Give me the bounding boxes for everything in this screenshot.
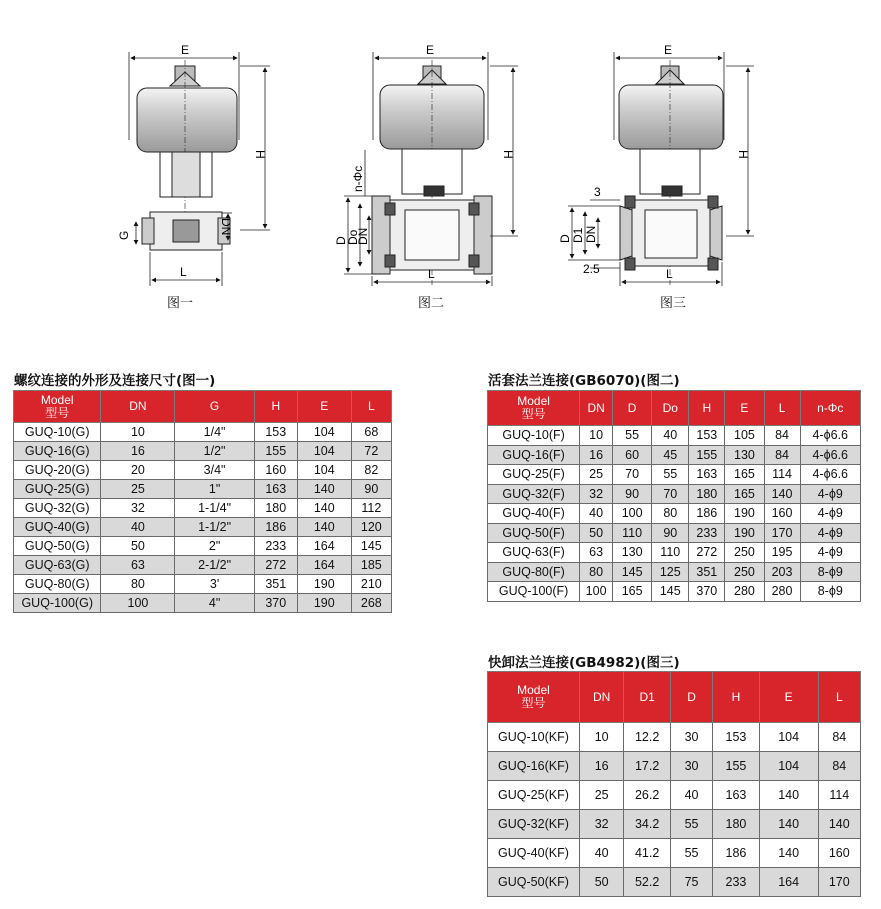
table-row [488, 810, 861, 839]
table-row [14, 461, 392, 480]
table-cell: 160 [818, 839, 860, 868]
fig3-dim-d: D [558, 234, 572, 243]
table-cell: 50 [101, 537, 175, 556]
table-cell: 153 [254, 423, 297, 442]
table-cell: 90 [613, 484, 652, 504]
table-cell: 160 [254, 461, 297, 480]
table-cell: 68 [351, 423, 391, 442]
table-cell: GUQ-10(KF) [488, 723, 580, 752]
table-header-row [488, 391, 861, 426]
table-cell: 104 [297, 442, 351, 461]
table-cell: 17.2 [624, 752, 670, 781]
table-cell: 50 [579, 868, 623, 897]
table-cell: 4-ϕ9 [800, 523, 860, 543]
table-cell: 180 [254, 499, 297, 518]
table-cell: 84 [818, 723, 860, 752]
technical-drawings [0, 0, 881, 320]
table-cell: 186 [713, 839, 759, 868]
figure-1-drawing [129, 52, 270, 286]
table-cell: 50 [580, 523, 613, 543]
table-cell: GUQ-80(F) [488, 562, 580, 582]
table-cell: 34.2 [624, 810, 670, 839]
column-header: DN [579, 672, 623, 723]
table-cell: 164 [297, 556, 351, 575]
table-cell: 4" [175, 594, 254, 613]
table-cell: 45 [652, 445, 689, 465]
table-cell: GUQ-80(G) [14, 575, 101, 594]
table-cell: 30 [670, 752, 712, 781]
table-cell: 153 [713, 723, 759, 752]
column-header: Model 型号 [488, 672, 580, 723]
table-cell: 55 [652, 465, 689, 485]
column-header: G [175, 391, 254, 423]
table-cell: 233 [713, 868, 759, 897]
column-header: L [764, 391, 800, 426]
fig3-dim-e: E [664, 43, 673, 57]
table-cell: GUQ-25(G) [14, 480, 101, 499]
table-cell: GUQ-10(F) [488, 426, 580, 446]
table-header-row [14, 391, 392, 423]
table-cell: 160 [764, 504, 800, 524]
table-cell: 155 [689, 445, 725, 465]
table-cell: 12.2 [624, 723, 670, 752]
table-row [14, 594, 392, 613]
table-cell: 4-ϕ6.6 [800, 445, 860, 465]
table-cell: 30 [670, 723, 712, 752]
table-cell: 145 [652, 582, 689, 602]
table-cell: GUQ-50(G) [14, 537, 101, 556]
column-header: L [351, 391, 391, 423]
table-cell: 25 [580, 465, 613, 485]
fig3-dim-dn: DN [584, 225, 598, 243]
quick-table [487, 671, 861, 897]
table-cell: 140 [297, 499, 351, 518]
table-cell: 10 [101, 423, 175, 442]
column-header: DN [101, 391, 175, 423]
column-header: H [689, 391, 725, 426]
table-cell: 16 [579, 752, 623, 781]
table-cell: 165 [725, 484, 764, 504]
table-cell: 32 [579, 810, 623, 839]
table-cell: 104 [297, 423, 351, 442]
table-row [14, 442, 392, 461]
table-row [488, 465, 861, 485]
table-cell: 155 [713, 752, 759, 781]
table-cell: 40 [579, 839, 623, 868]
fig1-dim-dn: DN [219, 218, 233, 236]
figure-2-caption: 图二 [417, 296, 444, 311]
fig3-dim-2-5: 2.5 [583, 262, 600, 276]
table-row [14, 518, 392, 537]
table-cell: 110 [652, 543, 689, 563]
table-cell: 110 [613, 523, 652, 543]
figure-3-caption: 图三 [659, 296, 686, 311]
table-cell: 233 [689, 523, 725, 543]
table-cell: 370 [254, 594, 297, 613]
table-cell: 32 [101, 499, 175, 518]
table-cell: 185 [351, 556, 391, 575]
table-cell: 8-ϕ9 [800, 562, 860, 582]
table-cell: 40 [580, 504, 613, 524]
table-cell: 165 [725, 465, 764, 485]
table-cell: 203 [764, 562, 800, 582]
table-cell: 170 [764, 523, 800, 543]
flange-title: 活套法兰连接(GB6070)(图二) [488, 373, 680, 389]
table-cell: 140 [759, 810, 818, 839]
table-cell: 55 [670, 810, 712, 839]
column-header: D [670, 672, 712, 723]
table-cell: 1-1/4" [175, 499, 254, 518]
table-row [488, 839, 861, 868]
table-cell: 268 [351, 594, 391, 613]
fig3-dim-h: H [736, 150, 750, 159]
fig2-dim-dn: DN [356, 227, 370, 245]
table-cell: 250 [725, 562, 764, 582]
table-cell: 3' [175, 575, 254, 594]
table-cell: 163 [254, 480, 297, 499]
column-header: D [613, 391, 652, 426]
table-row [14, 480, 392, 499]
column-header: n-Φc [800, 391, 860, 426]
table-cell: GUQ-100(G) [14, 594, 101, 613]
table-cell: 140 [818, 810, 860, 839]
table-cell: 80 [101, 575, 175, 594]
table-row [488, 484, 861, 504]
table-cell: 114 [764, 465, 800, 485]
table-cell: 16 [580, 445, 613, 465]
table-cell: 186 [689, 504, 725, 524]
table-cell: GUQ-16(F) [488, 445, 580, 465]
table-cell: 60 [613, 445, 652, 465]
table-cell: 170 [818, 868, 860, 897]
table-cell: GUQ-25(F) [488, 465, 580, 485]
flange-table [487, 390, 861, 602]
table-cell: 164 [759, 868, 818, 897]
table-cell: 90 [652, 523, 689, 543]
table-cell: 16 [101, 442, 175, 461]
table-cell: 84 [764, 426, 800, 446]
table-cell: 32 [580, 484, 613, 504]
fig1-dim-g: G [117, 230, 131, 240]
table-cell: 190 [297, 575, 351, 594]
table-cell: GUQ-16(G) [14, 442, 101, 461]
figure-2-drawing [344, 52, 518, 286]
table-cell: 280 [725, 582, 764, 602]
table-row [488, 523, 861, 543]
table-cell: 140 [297, 480, 351, 499]
table-cell: 104 [759, 723, 818, 752]
table-cell: 186 [254, 518, 297, 537]
table-cell: 195 [764, 543, 800, 563]
table-cell: 2" [175, 537, 254, 556]
table-header-row [488, 672, 861, 723]
table-cell: 140 [764, 484, 800, 504]
table-cell: 40 [101, 518, 175, 537]
table-cell: 75 [670, 868, 712, 897]
table-cell: 84 [818, 752, 860, 781]
table-cell: 70 [613, 465, 652, 485]
column-header: L [818, 672, 860, 723]
table-cell: 55 [613, 426, 652, 446]
table-cell: 4-ϕ9 [800, 543, 860, 563]
table-cell: 125 [652, 562, 689, 582]
table-cell: GUQ-10(G) [14, 423, 101, 442]
column-header: E [759, 672, 818, 723]
column-header: H [713, 672, 759, 723]
fig3-dim-3: 3 [594, 185, 601, 199]
table-row [488, 752, 861, 781]
table-row [488, 426, 861, 446]
table-cell: 163 [689, 465, 725, 485]
table-cell: 120 [351, 518, 391, 537]
fig2-dim-d: D [334, 236, 348, 245]
table-cell: 3/4" [175, 461, 254, 480]
table-cell: 55 [670, 839, 712, 868]
table-row [488, 781, 861, 810]
table-cell: 190 [297, 594, 351, 613]
table-cell: 165 [613, 582, 652, 602]
table-cell: 4-ϕ9 [800, 484, 860, 504]
fig2-dim-e: E [426, 43, 435, 57]
fig1-dim-e: E [181, 43, 190, 57]
table-cell: 351 [689, 562, 725, 582]
table-cell: 210 [351, 575, 391, 594]
table-cell: GUQ-50(F) [488, 523, 580, 543]
threaded-title: 螺纹连接的外形及连接尺寸(图一) [14, 373, 216, 389]
table-cell: 100 [580, 582, 613, 602]
table-cell: GUQ-63(G) [14, 556, 101, 575]
table-cell: 41.2 [624, 839, 670, 868]
table-cell: GUQ-50(KF) [488, 868, 580, 897]
table-cell: 82 [351, 461, 391, 480]
table-cell: 104 [297, 461, 351, 480]
table-cell: 63 [580, 543, 613, 563]
table-cell: 140 [297, 518, 351, 537]
table-row [14, 423, 392, 442]
table-row [488, 868, 861, 897]
table-row [488, 582, 861, 602]
table-cell: GUQ-25(KF) [488, 781, 580, 810]
table-cell: 140 [759, 839, 818, 868]
table-cell: 155 [254, 442, 297, 461]
table-row [14, 575, 392, 594]
table-cell: 190 [725, 504, 764, 524]
table-cell: 114 [818, 781, 860, 810]
table-row [488, 504, 861, 524]
table-cell: GUQ-32(KF) [488, 810, 580, 839]
table-cell: GUQ-40(F) [488, 504, 580, 524]
table-cell: 70 [652, 484, 689, 504]
table-cell: 104 [759, 752, 818, 781]
table-cell: 72 [351, 442, 391, 461]
table-cell: 164 [297, 537, 351, 556]
fig2-dim-holes: n-Φc [351, 165, 365, 192]
table-row [14, 499, 392, 518]
table-row [488, 723, 861, 752]
table-cell: 4-ϕ6.6 [800, 465, 860, 485]
table-cell: 2-1/2" [175, 556, 254, 575]
fig3-dim-l: L [666, 267, 673, 281]
table-row [14, 537, 392, 556]
table-cell: 80 [652, 504, 689, 524]
table-cell: 140 [759, 781, 818, 810]
table-cell: 4-ϕ9 [800, 504, 860, 524]
column-header: E [297, 391, 351, 423]
table-cell: 80 [580, 562, 613, 582]
table-cell: 351 [254, 575, 297, 594]
column-header: Model 型号 [488, 391, 580, 426]
fig1-dim-h: H [253, 150, 267, 159]
table-cell: 130 [725, 445, 764, 465]
column-header: E [725, 391, 764, 426]
column-header: Do [652, 391, 689, 426]
table-cell: GUQ-20(G) [14, 461, 101, 480]
table-cell: 90 [351, 480, 391, 499]
table-cell: GUQ-63(F) [488, 543, 580, 563]
table-cell: GUQ-32(G) [14, 499, 101, 518]
threaded-table [13, 390, 392, 613]
figure-1-caption: 图一 [166, 296, 193, 311]
table-row [14, 556, 392, 575]
table-cell: 272 [689, 543, 725, 563]
table-cell: 40 [670, 781, 712, 810]
column-header: H [254, 391, 297, 423]
table-cell: 280 [764, 582, 800, 602]
table-cell: 1-1/2" [175, 518, 254, 537]
table-cell: 153 [689, 426, 725, 446]
fig1-dim-l: L [180, 265, 187, 279]
table-cell: 370 [689, 582, 725, 602]
table-cell: 130 [613, 543, 652, 563]
table-cell: 1/4" [175, 423, 254, 442]
table-cell: 52.2 [624, 868, 670, 897]
table-cell: 25 [579, 781, 623, 810]
fig3-dim-d1: D1 [571, 227, 585, 243]
table-cell: GUQ-32(F) [488, 484, 580, 504]
column-header: Model 型号 [14, 391, 101, 423]
table-cell: 100 [613, 504, 652, 524]
table-cell: 145 [613, 562, 652, 582]
table-cell: 20 [101, 461, 175, 480]
quick-title: 快卸法兰连接(GB4982)(图三) [488, 655, 680, 671]
table-cell: 190 [725, 523, 764, 543]
column-header: D1 [624, 672, 670, 723]
table-cell: 1/2" [175, 442, 254, 461]
table-row [488, 543, 861, 563]
table-cell: GUQ-40(G) [14, 518, 101, 537]
table-cell: 84 [764, 445, 800, 465]
fig2-dim-h: H [501, 150, 515, 159]
table-cell: 26.2 [624, 781, 670, 810]
table-cell: 145 [351, 537, 391, 556]
table-cell: 1" [175, 480, 254, 499]
fig2-dim-do: Do [346, 229, 360, 245]
table-cell: 10 [579, 723, 623, 752]
table-cell: 180 [689, 484, 725, 504]
table-cell: 105 [725, 426, 764, 446]
table-cell: 8-ϕ9 [800, 582, 860, 602]
table-row [488, 445, 861, 465]
table-cell: GUQ-16(KF) [488, 752, 580, 781]
table-cell: 112 [351, 499, 391, 518]
fig2-dim-l: L [428, 267, 435, 281]
table-cell: GUQ-40(KF) [488, 839, 580, 868]
column-header: DN [580, 391, 613, 426]
table-cell: 25 [101, 480, 175, 499]
table-cell: 250 [725, 543, 764, 563]
table-cell: 100 [101, 594, 175, 613]
table-cell: 180 [713, 810, 759, 839]
table-cell: 10 [580, 426, 613, 446]
table-cell: 163 [713, 781, 759, 810]
figure-3-drawing [568, 52, 754, 286]
table-cell: 272 [254, 556, 297, 575]
table-cell: 40 [652, 426, 689, 446]
table-cell: 63 [101, 556, 175, 575]
table-row [488, 562, 861, 582]
table-cell: 233 [254, 537, 297, 556]
table-cell: 4-ϕ6.6 [800, 426, 860, 446]
table-cell: GUQ-100(F) [488, 582, 580, 602]
